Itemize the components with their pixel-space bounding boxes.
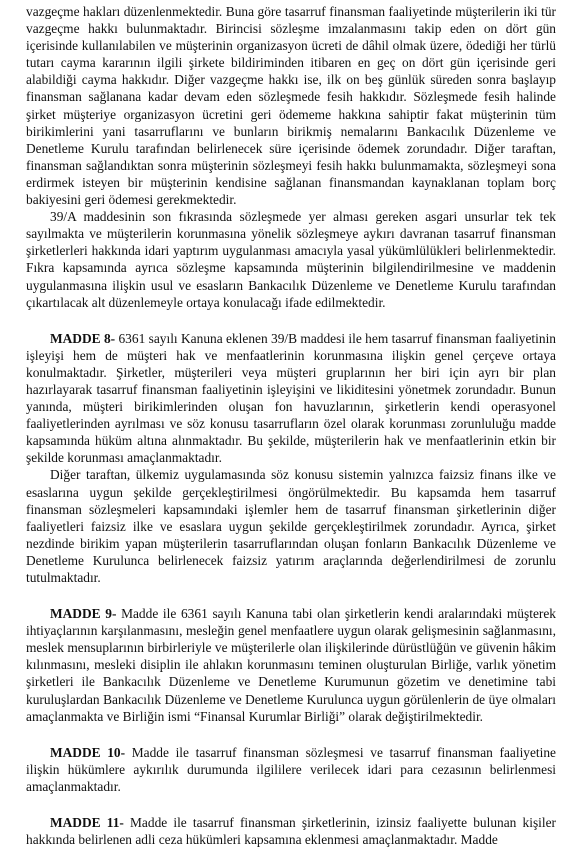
article-text: Madde ile tasarruf finansman şirketlerinin, izinsiz faaliyette bulunan kişiler hakkında belirlenen adli ceza hükümleri kapsamına eklenmesi amaçlanmaktadır. Madde (26, 815, 556, 848)
article-11 (26, 814, 556, 848)
article-label: MADDE 10- (50, 744, 126, 760)
article-label: MADDE 9- (50, 606, 117, 622)
paragraph-interest-free (26, 466, 556, 586)
document-page (26, 3, 556, 848)
article-text: 6361 sayılı Kanuna eklenen 39/B maddesi ile hem tasarruf finansman faaliyetinin işleyişi hem de müşteri hak ve menfaatlerinin korunmasına ilişkin genel çerçeve ortaya konulmaktadır. Şirketler, müşterileri veya müşteri gruplarının her biri için ayrı bir plan hazırlayarak tasarruf finansman faaliyetinin işleyişini ve likiditesini yönetmek zorundadır. Bunun yanında, müşteri birikimlerinden oluşan fon havuzlarının, şirketlerin kendi operasyonel faaliyetlerinden ayrılması ve söz konusu tasarrufların özel olarak korunması zorunluluğu madde kapsamında hüküm altına alınmaktadır. Bu şekilde, müşterilerin hak ve menfaatlerinin etkin bir şekilde korunması amaçlanmaktadır. (26, 330, 556, 466)
paragraph-article-39a (26, 208, 556, 311)
article-8 (26, 330, 556, 467)
paragraph-text: vazgeçme hakları düzenlenmektedir. Buna göre tasarruf finansman faaliyetinde müşterilerin iki tür vazgeçme hakkı bulunmaktadır. Birincisi sözleşme imzalanmasını takip eden on dört gün içerisinde kullanılabilen ve müşterinin organizasyon ücreti de dâhil olmak üzere, ödediği her türlü tutarı cayma kararının ilgili şirkete bildiriminden itibaren en geç on dört gün içerisinde geri alabildiği cayma hakkıdır. Diğer vazgeçme hakkı ise, ilk on beş günlük süreden sonra başlayıp finansman sağlanana kadar devam eden sözleşmede fesih hakkıdır. Sözleşmede fesih halinde şirket müşteriye organizasyon ücretini geri ödememe hakkına sahiptir fakat müşterinin tüm birikimlerini yani tasarruflarını ve bunların birikmiş nemalarını Bankacılık Düzenleme ve Denetleme Kurulu tarafından belirlenecek süre içerisinde ödemek zorundadır. Diğer taraftan, finansman sağlandıktan sonra müşterinin sözleşmeyi fesih hakkı bulunmamakta, sözleşmeyi sona erdirmek isteyen bir müşterinin kendisine sağlanan finansmandan kaynaklanan toplam borç bakiyesini geri ödemesi gerekmektedir. (26, 4, 556, 208)
article-label: MADDE 11- (50, 815, 124, 831)
paragraph-text: 39/A maddesinin son fıkrasında sözleşmede yer alması gereken asgari unsurlar tek tek sayılmakta ve müşterilerin korunmasına yönelik sözleşmeye aykırı davranan tasarruf finansman şirketlerleri hakkında idari yaptırım uygulanması amacıyla yasal yükümlülükleri belirlenmektedir. Fıkra kapsamında ayrıca sözleşme kapsamında müşterinin bilgilendirilmesine ve maddenin uygulanmasına ilişkin usul ve esasların Bankacılık Düzenleme ve Denetleme Kurulu tarafından çıkartılacak alt düzenlemeyle ortaya konulacağı ifade edilmektedir. (26, 209, 556, 310)
article-label: MADDE 8- (50, 330, 116, 346)
article-10 (26, 744, 556, 795)
article-text: Madde ile 6361 sayılı Kanuna tabi olan şirketlerin kendi aralarındaki müşterek ihtiyaçlarının karşılanmasını, mesleğin genel menfaatlere uygun olarak gelişmesinin sağlanmasını, meslek mensuplarının birbirleriyle ve müşterilerle olan ilişkilerinde dürüstlüğün ve güvenin hâkim kılınmasını, mesleki disiplin ile ahlakın korunmasını teminen oluşturulan Birliğe, varlık yönetim şirketleri ile Bankacılık Düzenleme ve Denetleme Kurumunun gözetim ve denetimine tabi kuruluşlardan Bankacılık Düzenleme ve Denetleme Kurulunca uygun görülenlerin de üye olmaları amaçlanmakta ve Birliğin ismi “Finansal Kurumlar Birliği” olarak değiştirilmektedir. (26, 606, 556, 724)
article-text: Madde ile tasarruf finansman sözleşmesi ve tasarruf finansman faaliyetine ilişkin hükümlere aykırılık durumunda ilgililere verilecek idari para cezasının belirlenmesi amaçlanmaktadır. (26, 744, 557, 794)
article-9 (26, 605, 556, 725)
paragraph-withdrawal-rights (26, 3, 556, 208)
paragraph-text: Diğer taraftan, ülkemiz uygulamasında söz konusu sistemin yalnızca faizsiz finans ilke ve esaslarına uygun şekilde gerçekleştirilmesi öngörülmektedir. Bu kapsamda hem tasarruf finansman sözleşmeleri kapsamındaki işlemler hem de tasarruf finansman şirketlerinin diğer faaliyetleri faizsiz ilke ve esaslara uygun şekilde gerçekleştirilmek zorundadır. Ayrıca, şirket nezdinde birikim yapan müşterilerin tasarruflarından oluşan fonların Bankacılık Düzenleme ve Denetleme Kurulunca belirlenecek faizsiz yatırım araçlarında değerlendirilmesi de zorunlu tutulmaktadır. (26, 467, 556, 585)
